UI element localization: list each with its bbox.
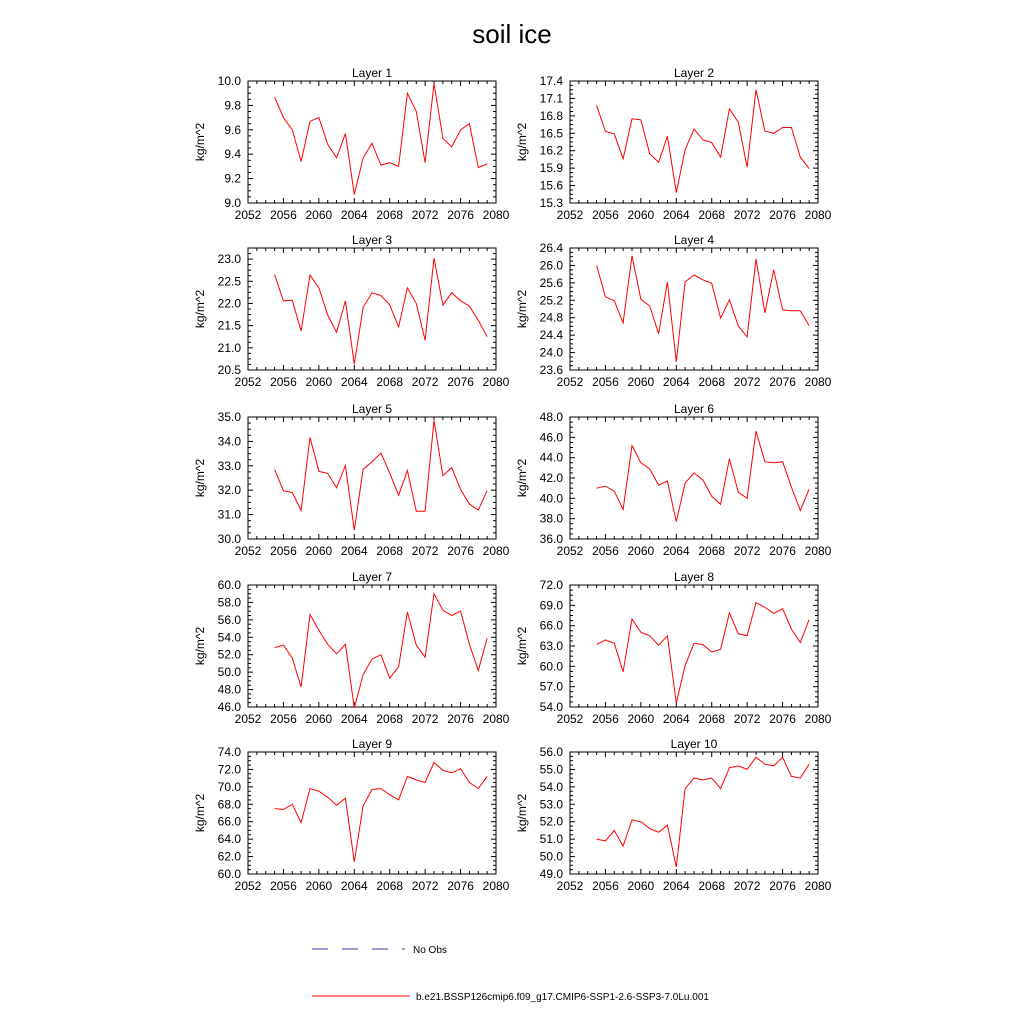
x-tick-label: 2080 [482,544,510,558]
y-tick-label: 35.0 [217,410,241,424]
y-tick-label: 72.0 [217,762,241,777]
x-tick-label: 2076 [447,712,474,726]
x-tick-label: 2064 [340,879,368,893]
panel-title: Layer 4 [673,233,715,247]
y-tick-label: 42.0 [539,471,563,485]
y-tick-label: 62.0 [217,849,241,864]
panel-title: Layer 9 [351,737,393,751]
y-tick-label: 26.0 [539,258,563,273]
x-tick-label: 2052 [234,712,262,726]
panel-title: Layer 2 [673,66,715,80]
y-tick-label: 10.0 [217,74,241,88]
x-tick-label: 2056 [592,879,619,893]
y-tick-label: 66.0 [217,814,241,829]
y-tick-label: 64.0 [217,832,241,847]
y-tick-label: 22.0 [217,296,241,311]
x-tick-label: 2052 [556,712,584,726]
panel-title: Layer 6 [673,402,715,416]
panel-title: Layer 10 [670,737,718,751]
x-tick-label: 2060 [627,712,655,726]
x-tick-label: 2056 [270,208,297,222]
y-tick-label: 24.4 [539,328,563,343]
x-tick-label: 2080 [804,712,832,726]
y-tick-label: 54.0 [539,779,563,794]
x-tick-label: 2080 [482,375,510,389]
figure-title: soil ice [472,19,552,49]
x-tick-label: 2068 [698,712,726,726]
y-tick-label: 25.6 [539,275,563,290]
y-axis-label: kg/m^2 [515,793,529,833]
y-tick-label: 49.0 [539,867,563,881]
y-tick-label: 60.0 [539,659,563,674]
y-tick-label: 31.0 [217,507,241,522]
x-tick-label: 2068 [698,208,726,222]
x-tick-label: 2068 [698,879,726,893]
y-tick-label: 32.0 [217,483,241,498]
y-tick-label: 63.0 [539,639,563,653]
x-tick-label: 2072 [733,208,761,222]
y-tick-label: 16.5 [539,126,563,141]
legend-label-model: b.e21.BSSP126cmip6.f09_g17.CMIP6-SSP1-2.6-SSP3-7.0Lu.001 [416,992,709,1003]
y-tick-label: 57.0 [539,679,563,694]
panel-title: Layer 7 [351,570,393,584]
y-tick-label: 26.4 [539,241,563,255]
x-tick-label: 2064 [662,208,690,222]
x-tick-label: 2052 [234,544,262,558]
y-tick-label: 30.0 [217,532,241,546]
y-tick-label: 9.6 [224,122,241,137]
x-tick-label: 2052 [234,879,262,893]
x-tick-label: 2064 [662,375,690,389]
x-tick-label: 2076 [447,879,474,893]
y-tick-label: 21.0 [217,340,241,355]
y-tick-label: 72.0 [539,578,563,592]
y-tick-label: 52.0 [217,647,241,662]
x-tick-label: 2060 [305,375,333,389]
panel-title: Layer 3 [351,233,393,247]
x-tick-label: 2068 [376,375,404,389]
y-axis-label: kg/m^2 [193,626,207,666]
x-tick-label: 2068 [376,208,404,222]
y-tick-label: 54.0 [217,630,241,645]
x-tick-label: 2072 [411,375,439,389]
x-tick-label: 2072 [733,879,761,893]
y-tick-label: 46.0 [217,700,241,714]
y-tick-label: 60.0 [217,578,241,592]
x-tick-label: 2068 [698,375,726,389]
x-tick-label: 2068 [376,712,404,726]
y-tick-label: 70.0 [217,779,241,794]
x-tick-label: 2060 [305,712,333,726]
x-tick-label: 2076 [769,208,796,222]
y-tick-label: 9.8 [224,98,241,113]
y-tick-label: 15.3 [539,196,563,210]
y-tick-label: 50.0 [539,849,563,864]
y-axis-label: kg/m^2 [193,793,207,833]
x-tick-label: 2056 [270,712,297,726]
x-tick-label: 2056 [270,375,297,389]
x-tick-label: 2076 [447,208,474,222]
x-tick-label: 2064 [340,208,368,222]
x-tick-label: 2052 [556,375,584,389]
x-tick-label: 2076 [769,712,796,726]
y-tick-label: 50.0 [217,665,241,680]
x-tick-label: 2080 [804,544,832,558]
x-tick-label: 2052 [234,375,262,389]
legend-label-no-obs: No Obs [413,945,447,956]
y-tick-label: 58.0 [217,595,241,610]
x-tick-label: 2072 [733,712,761,726]
y-axis-label: kg/m^2 [515,122,529,162]
x-tick-label: 2060 [627,375,655,389]
y-tick-label: 46.0 [539,430,563,445]
y-tick-label: 68.0 [217,797,241,812]
y-tick-label: 53.0 [539,797,563,812]
panel-title: Layer 1 [351,66,393,80]
panel-title: Layer 8 [673,570,715,584]
x-tick-label: 2064 [662,712,690,726]
x-tick-label: 2052 [556,544,584,558]
y-tick-label: 40.0 [539,491,563,506]
x-tick-label: 2072 [733,375,761,389]
y-tick-label: 24.0 [539,345,563,360]
x-tick-label: 2056 [270,544,297,558]
y-axis-label: kg/m^2 [515,458,529,498]
x-tick-label: 2072 [411,879,439,893]
x-tick-label: 2076 [769,375,796,389]
y-tick-label: 48.0 [539,410,563,424]
x-tick-label: 2056 [592,208,619,222]
x-tick-label: 2080 [804,879,832,893]
x-tick-label: 2060 [627,544,655,558]
x-tick-label: 2068 [376,544,404,558]
x-tick-label: 2080 [482,208,510,222]
x-tick-label: 2060 [627,879,655,893]
y-tick-label: 44.0 [539,450,563,465]
x-tick-label: 2080 [482,879,510,893]
x-tick-label: 2076 [447,544,474,558]
y-tick-label: 22.5 [217,274,241,289]
y-tick-label: 24.8 [539,310,563,325]
y-tick-label: 15.9 [539,161,563,176]
y-tick-label: 56.0 [217,612,241,627]
y-tick-label: 66.0 [539,618,563,633]
y-axis-label: kg/m^2 [515,289,529,329]
y-tick-label: 9.4 [224,147,241,162]
y-tick-label: 52.0 [539,814,563,829]
y-axis-label: kg/m^2 [193,289,207,329]
panel-title: Layer 5 [351,402,393,416]
x-tick-label: 2056 [592,375,619,389]
y-tick-label: 20.5 [217,363,241,377]
y-tick-label: 17.1 [539,91,563,106]
x-tick-label: 2080 [482,712,510,726]
y-tick-label: 21.5 [217,318,241,333]
x-tick-label: 2052 [556,879,584,893]
x-tick-label: 2052 [556,208,584,222]
x-tick-label: 2064 [662,879,690,893]
y-tick-label: 74.0 [217,745,241,759]
x-tick-label: 2064 [662,544,690,558]
x-tick-label: 2064 [340,544,368,558]
y-tick-label: 38.0 [539,511,563,526]
x-tick-label: 2076 [769,879,796,893]
y-tick-label: 54.0 [539,700,563,714]
y-tick-label: 60.0 [217,867,241,881]
y-tick-label: 23.6 [539,363,563,377]
x-tick-label: 2080 [804,375,832,389]
y-tick-label: 15.6 [539,178,563,193]
x-tick-label: 2068 [376,879,404,893]
y-tick-label: 23.0 [217,252,241,267]
x-tick-label: 2056 [270,879,297,893]
x-tick-label: 2076 [769,544,796,558]
x-tick-label: 2068 [698,544,726,558]
y-axis-label: kg/m^2 [193,458,207,498]
x-tick-label: 2060 [305,208,333,222]
y-tick-label: 16.2 [539,143,563,158]
x-tick-label: 2072 [411,544,439,558]
y-tick-label: 56.0 [539,745,563,759]
y-tick-label: 36.0 [539,532,563,546]
y-tick-label: 69.0 [539,598,563,613]
y-tick-label: 16.8 [539,108,563,123]
x-tick-label: 2060 [305,879,333,893]
y-tick-label: 55.0 [539,762,563,777]
x-tick-label: 2052 [234,208,262,222]
y-tick-label: 9.0 [224,196,241,210]
y-tick-label: 51.0 [539,832,563,847]
y-axis-label: kg/m^2 [515,626,529,666]
y-tick-label: 9.2 [224,171,241,186]
x-tick-label: 2080 [804,208,832,222]
y-tick-label: 17.4 [539,74,563,88]
y-tick-label: 25.2 [539,293,563,308]
x-tick-label: 2076 [447,375,474,389]
x-tick-label: 2056 [592,712,619,726]
x-tick-label: 2072 [411,712,439,726]
x-tick-label: 2064 [340,375,368,389]
x-tick-label: 2072 [733,544,761,558]
x-tick-label: 2060 [305,544,333,558]
x-tick-label: 2056 [592,544,619,558]
y-tick-label: 48.0 [217,682,241,697]
y-tick-label: 34.0 [217,434,241,449]
y-tick-label: 33.0 [217,458,241,473]
x-tick-label: 2072 [411,208,439,222]
y-axis-label: kg/m^2 [193,122,207,162]
x-tick-label: 2060 [627,208,655,222]
x-tick-label: 2064 [340,712,368,726]
